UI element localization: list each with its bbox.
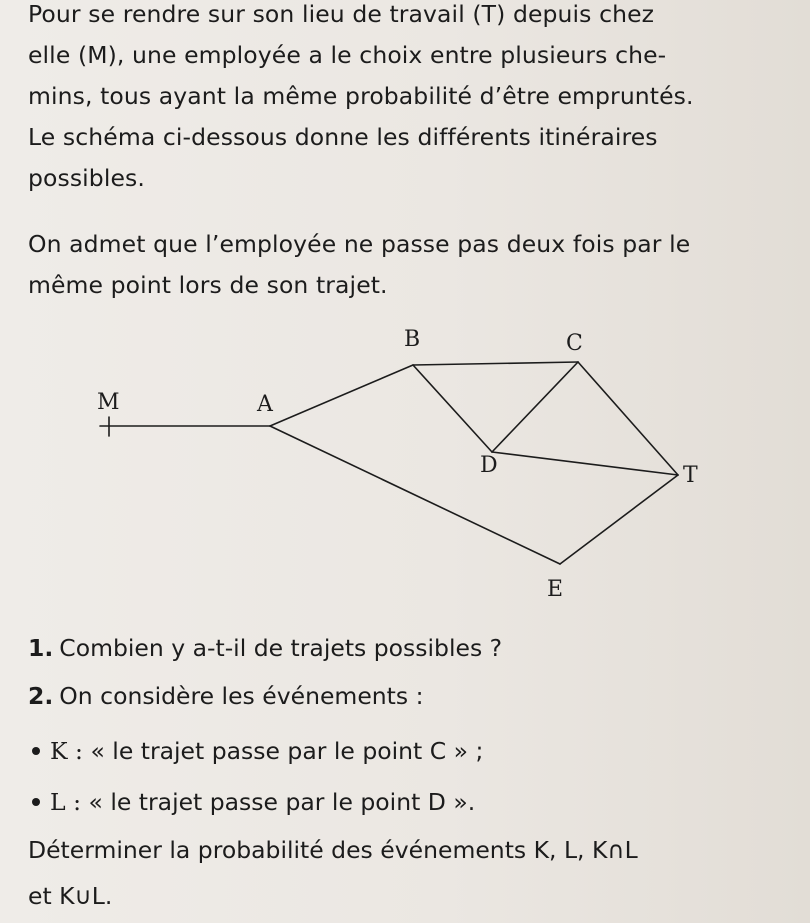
intro-line: Le schéma ci-dessous donne les différents itinéraires (28, 123, 658, 151)
event-l-item (32, 782, 475, 823)
edge-d-t (492, 452, 678, 475)
point-label-b: B (404, 327, 421, 352)
route-diagram (0, 320, 810, 620)
question-2-text: On considère les événements : (59, 682, 424, 710)
edge-c-d (492, 362, 578, 452)
intro-line: possibles. (28, 164, 145, 192)
question-2-number: 2. (28, 682, 54, 710)
question-2 (28, 676, 424, 717)
assumption-paragraph (28, 224, 803, 306)
assumption-line: même point lors de son trajet. (28, 271, 388, 299)
event-k-description: « le trajet passe par le point C » ; (90, 737, 484, 765)
bullet-icon (32, 798, 40, 806)
assumption-line: On admet que l’employée ne passe pas deux fois par le (28, 230, 691, 258)
point-label-e: E (547, 577, 564, 602)
intro-line: mins, tous ayant la même probabilité d’être empruntés. (28, 82, 694, 110)
edge-a-b (270, 365, 413, 426)
intro-line: elle (M), une employée a le choix entre plusieurs che- (28, 41, 667, 69)
question-1-number: 1. (28, 634, 54, 662)
edge-b-d (413, 365, 492, 452)
question-1 (28, 628, 502, 669)
conclusion-line-1: Déterminer la probabilité des événements K, L, K∩L (28, 836, 638, 864)
event-k-item (32, 731, 483, 772)
event-l-description: « le trajet passe par le point D ». (88, 788, 476, 816)
intro-paragraph (28, 0, 803, 199)
question-1-text: Combien y a-t-il de trajets possibles ? (59, 634, 503, 662)
event-k-name: K : (50, 737, 83, 765)
point-label-d: D (480, 453, 498, 478)
conclusion-line-2: et K∪L. (28, 882, 113, 910)
edge-c-t (578, 362, 678, 475)
point-label-m: M (97, 390, 120, 415)
edge-e-t (560, 475, 678, 564)
edge-b-c (413, 362, 578, 365)
edge-a-e (270, 426, 560, 564)
point-label-a: A (257, 392, 273, 417)
bullet-icon (32, 747, 40, 755)
point-label-t: T (683, 463, 698, 488)
point-label-c: C (566, 331, 583, 356)
event-l-name: L : (50, 788, 81, 816)
intro-line: Pour se rendre sur son lieu de travail (T) depuis chez (28, 0, 655, 28)
